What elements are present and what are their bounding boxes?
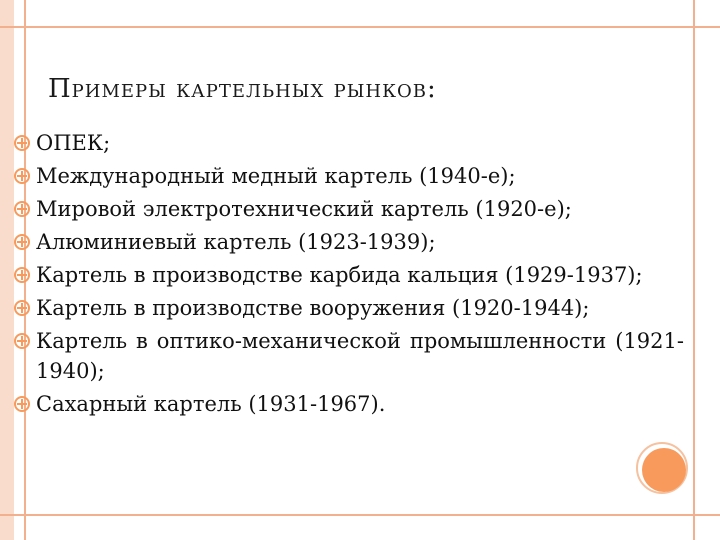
list-item — [14, 161, 684, 191]
cross-circle-icon — [14, 135, 30, 151]
left-border-bar — [0, 0, 14, 540]
list-item — [14, 260, 684, 290]
list-item-text: Картель в производстве вооружения (1920-1944); — [36, 296, 590, 320]
cross-circle-icon — [14, 300, 30, 316]
cross-circle-icon — [14, 333, 30, 349]
list-item — [14, 227, 684, 257]
list-item-text: Международный медный картель (1940-е); — [36, 164, 516, 188]
cross-circle-icon — [14, 168, 30, 184]
list-item-text: Мировой электротехнический картель (1920-е); — [36, 197, 572, 221]
list-item — [14, 194, 684, 224]
list-item-text: Алюминиевый картель (1923-1939); — [36, 230, 436, 254]
cross-circle-icon — [14, 396, 30, 412]
frame-line-top — [0, 26, 720, 28]
orange-circle-icon — [642, 448, 686, 492]
cartel-list — [14, 128, 684, 422]
cross-circle-icon — [14, 234, 30, 250]
list-item-text: ОПЕК; — [36, 131, 111, 155]
cross-circle-icon — [14, 267, 30, 283]
list-item — [14, 326, 684, 386]
frame-line-bottom — [0, 514, 720, 516]
list-item-text: Сахарный картель (1931-1967). — [36, 392, 386, 416]
frame-line-right — [693, 0, 695, 540]
slide-title: Примеры картельных рынков: — [48, 74, 437, 104]
cross-circle-icon — [14, 201, 30, 217]
list-item-text: Картель в производстве карбида кальция (1929-1937); — [36, 263, 643, 287]
list-item — [14, 128, 684, 158]
list-item-text: Картель в оптико-механической промышленности (1921-1940); — [36, 329, 684, 383]
list-item — [14, 293, 684, 323]
list-item — [14, 389, 684, 419]
